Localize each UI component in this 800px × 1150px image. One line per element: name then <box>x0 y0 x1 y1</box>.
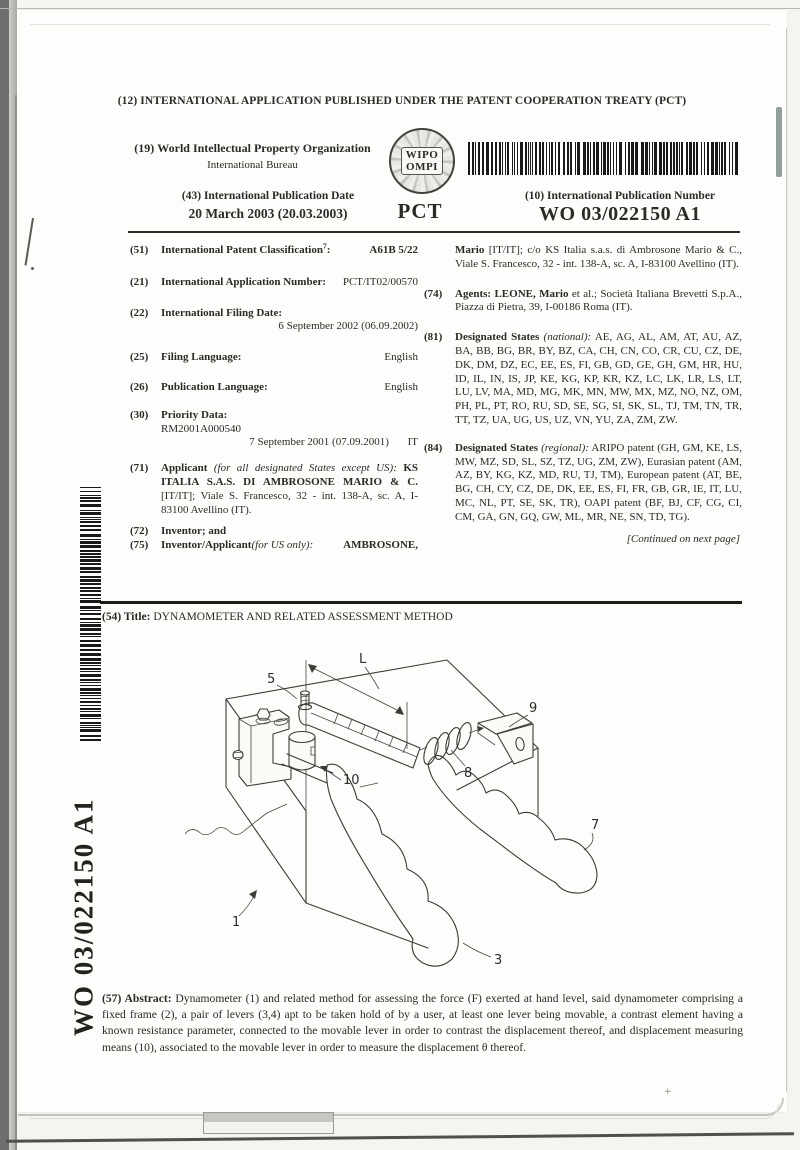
field-21 <box>130 276 418 290</box>
bibliography-left-column <box>130 241 418 553</box>
inventor-name-start: AMBROSONE, <box>343 539 418 552</box>
field-22-value: 6 September 2002 (06.09.2002) <box>278 320 418 333</box>
field-54-num: (54) <box>102 611 122 623</box>
field-26-value: English <box>384 380 418 393</box>
field-74-label: Agents: <box>455 287 495 300</box>
field-84-scope: (regional): <box>541 441 589 454</box>
field-25-label: Filing Language: <box>161 351 242 364</box>
field-26-label: Publication Language: <box>161 380 268 393</box>
field-75-num: (75) <box>130 539 149 552</box>
wipo-logo-text <box>401 147 444 175</box>
pen-mark-dot <box>31 267 34 270</box>
label-5: 5 <box>267 672 276 687</box>
field-25 <box>130 351 418 365</box>
patent-figure <box>175 633 645 991</box>
scan-bottom-tab <box>203 1112 334 1134</box>
inventor-name-cont: Mario <box>455 244 485 256</box>
designated-states-regional: ARIPO patent (GH, GM, KE, LS, MW, MZ, SD, SL, SZ, TZ, UG, ZM, ZW), Eurasian patent (AM, AZ, BY, KG, KZ, MD, RU, TJ, TM), European patent (AT, BE, BG, CH, CY, CZ, DE, DK, EE, ES, FI, FR, GB, GR, IE, IT, LU, MC, NL, PT, SE, SK, TR), OAPI patent (BF, BJ, CF, CG, CI, CM, GA, GN, GQ, GW, ML, MR, NE, SN, TD, TG). <box>455 441 742 523</box>
scan-left-dark-band <box>0 0 9 1150</box>
applicant-continuation <box>424 244 742 272</box>
inventor-details: [IT/IT]; c/o KS Italia s.a.s. di Ambrosone Mario & C., Viale S. Francesco, 32 - int. 138-A, sc. A, I-83100 Avellino (IT). <box>455 244 742 270</box>
field-22 <box>130 307 418 335</box>
paper-top-edge <box>30 24 770 25</box>
field-57-label: Abstract: <box>121 992 176 1005</box>
priority-country: IT <box>407 436 418 449</box>
field-71-label: Applicant <box>161 462 208 475</box>
scale-ticks <box>334 714 407 753</box>
field-26-num: (26) <box>130 380 149 393</box>
field-75 <box>130 539 418 553</box>
paper-left-edge <box>15 95 17 1150</box>
field-51-value: A61B 5/22 <box>369 244 418 256</box>
anchor-bracket <box>478 713 533 764</box>
field-75-scope: (for US only): <box>251 539 314 552</box>
pub-number-value: WO 03/022150 A1 <box>539 203 701 225</box>
label-8: 8 <box>464 766 473 781</box>
field-84-num: (84) <box>424 441 443 454</box>
field-21-label: International Application Number: <box>161 275 327 288</box>
scan-top-edge <box>0 8 800 9</box>
paper-right-edge <box>786 28 787 1092</box>
field-30 <box>130 409 418 450</box>
side-barcode-icon <box>80 487 101 745</box>
abstract-text: Dynamometer (1) and related method for assessing the force (F) exerted at hand level, said dynamometer comprising a fixed frame (2), a pair of levers (3,4) apt to be taken hold of by a user, at least one lever being movable, a contrast element having a known resistance parameter, connected to the movable lever in order to contrast the displacement thereof, and displacement measuring means (10), associated to the movable lever in order to measure the displacement θ thereof. <box>102 992 743 1054</box>
field-71 <box>130 462 418 517</box>
field-75-label: Inventor/Applicant <box>161 539 252 552</box>
scan-bottom-line <box>6 1132 794 1143</box>
field-74-num: (74) <box>424 287 443 300</box>
handle-7-grip <box>428 755 600 893</box>
field-30-label: Priority Data: <box>161 408 228 421</box>
abstract <box>102 991 743 1056</box>
contrast-spring <box>420 721 484 766</box>
handle-3-grip <box>327 764 459 966</box>
clamp-bracket <box>233 709 291 786</box>
field-25-num: (25) <box>130 351 149 364</box>
pub-number-label: (10) International Publication Number <box>524 190 716 202</box>
agent-details: et al.; Società Italiana Brevetti S.p.A., Piazza di Pietra, 39, I-00186 Roma (IT). <box>455 287 742 314</box>
field-74 <box>424 288 742 316</box>
field-81 <box>424 331 742 428</box>
field-21-value: PCT/IT02/00570 <box>342 275 418 288</box>
continued-note: [Continued on next page] <box>626 532 740 545</box>
field-71-num: (71) <box>130 462 149 475</box>
field-72-num: (72) <box>130 525 149 538</box>
field-84 <box>424 442 742 525</box>
field-81-scope: (national): <box>543 331 592 344</box>
priority-date: 7 September 2001 (07.09.2001) <box>249 436 389 449</box>
bibliography-right-column <box>424 244 742 546</box>
label-9: 9 <box>529 701 538 716</box>
title-divider <box>100 601 742 604</box>
label-3: 3 <box>494 953 503 968</box>
applicant-details: [IT/IT]; Viale S. Francesco, 32 - int. 138-A, sc. A, I-83100 Avellino (IT). <box>161 489 418 516</box>
treaty-line: (12) INTERNATIONAL APPLICATION PUBLISHED UNDER THE PATENT COOPERATION TREATY (PCT) <box>117 95 687 107</box>
org-num: (19) <box>134 141 158 155</box>
priority-application-number: RM2001A000540 <box>161 422 242 435</box>
paper-bottom-curl <box>30 1104 779 1119</box>
field-30-num: (30) <box>130 408 149 421</box>
logo-ompi: OMPI <box>406 161 438 173</box>
field-51-num: (51) <box>130 244 149 256</box>
field-81-label: Designated States <box>455 331 544 344</box>
field-21-num: (21) <box>130 275 149 288</box>
field-72 <box>130 525 418 539</box>
logo-wipo: WIPO <box>405 149 439 161</box>
frame-box <box>226 660 538 948</box>
field-72-label: Inventor; and <box>161 525 227 538</box>
field-81-num: (81) <box>424 331 443 344</box>
ipc-edition-sup: 7 <box>322 241 327 251</box>
label-10: 10 <box>343 773 360 788</box>
label-1: 1 <box>232 915 241 930</box>
field-26 <box>130 381 418 395</box>
field-54-label: Title: <box>121 611 154 623</box>
pub-date-value: 20 March 2003 (20.03.2003) <box>188 206 348 221</box>
pub-date-label: (43) International Publication Date <box>181 190 355 202</box>
field-57-num: (57) <box>102 992 122 1005</box>
label-L: L <box>359 652 367 667</box>
agent-name: LEONE, Mario <box>494 287 569 300</box>
field-25-value: English <box>384 351 418 364</box>
wipo-logo-icon <box>389 128 455 194</box>
registration-mark: + <box>664 1087 672 1097</box>
publication-barcode-icon <box>468 142 740 175</box>
field-71-scope: (for all designated States except US): <box>207 462 404 475</box>
org-name-text: World Intellectual Property Organization <box>157 141 371 155</box>
applicant-name: KS ITALIA S.A.S. DI AMBROSONE MARIO & C. <box>161 462 418 488</box>
org-name <box>120 141 385 156</box>
figure-labels <box>232 652 599 968</box>
sidebar-publication-number: WO 03/022150 A1 <box>68 797 99 1037</box>
org-bureau: International Bureau <box>207 159 298 171</box>
designated-states-national: AE, AG, AL, AM, AT, AU, AZ, BA, BB, BG, BR, BY, BZ, CA, CH, CN, CO, CR, CU, CZ, DE, DK, DM, DZ, EC, EE, ES, FI, GB, GD, GE, GH, GM, HR, HU, ID, IL, IN, IS, JP, KE, KG, KP, KR, KZ, LC, LK, LR, LS, LT, LU, LV, MA, MD, MG, MK, MN, MW, MX, MZ, NO, NZ, OM, PH, PL, PT, RO, RU, SD, SE, SG, SI, SK, SL, TJ, TM, TN, TR, TT, TZ, UA, UG, US, UZ, VN, YU, ZA, ZM, ZW. <box>455 331 742 426</box>
title-line <box>102 611 742 623</box>
invention-title: DYNAMOMETER AND RELATED ASSESSMENT METHOD <box>153 611 453 623</box>
field-22-label: International Filing Date: <box>161 306 282 319</box>
pct-mark: PCT <box>397 199 443 223</box>
header-divider <box>128 231 740 233</box>
label-7: 7 <box>591 818 600 833</box>
field-84-label: Designated States <box>455 441 542 454</box>
priority-date-line <box>161 436 418 450</box>
break-line <box>185 804 287 835</box>
field-22-num: (22) <box>130 306 149 319</box>
field-51 <box>130 241 418 258</box>
scan-right-tab <box>776 107 782 177</box>
field-51-label: International Patent Classification$^7$: <box>161 241 331 256</box>
